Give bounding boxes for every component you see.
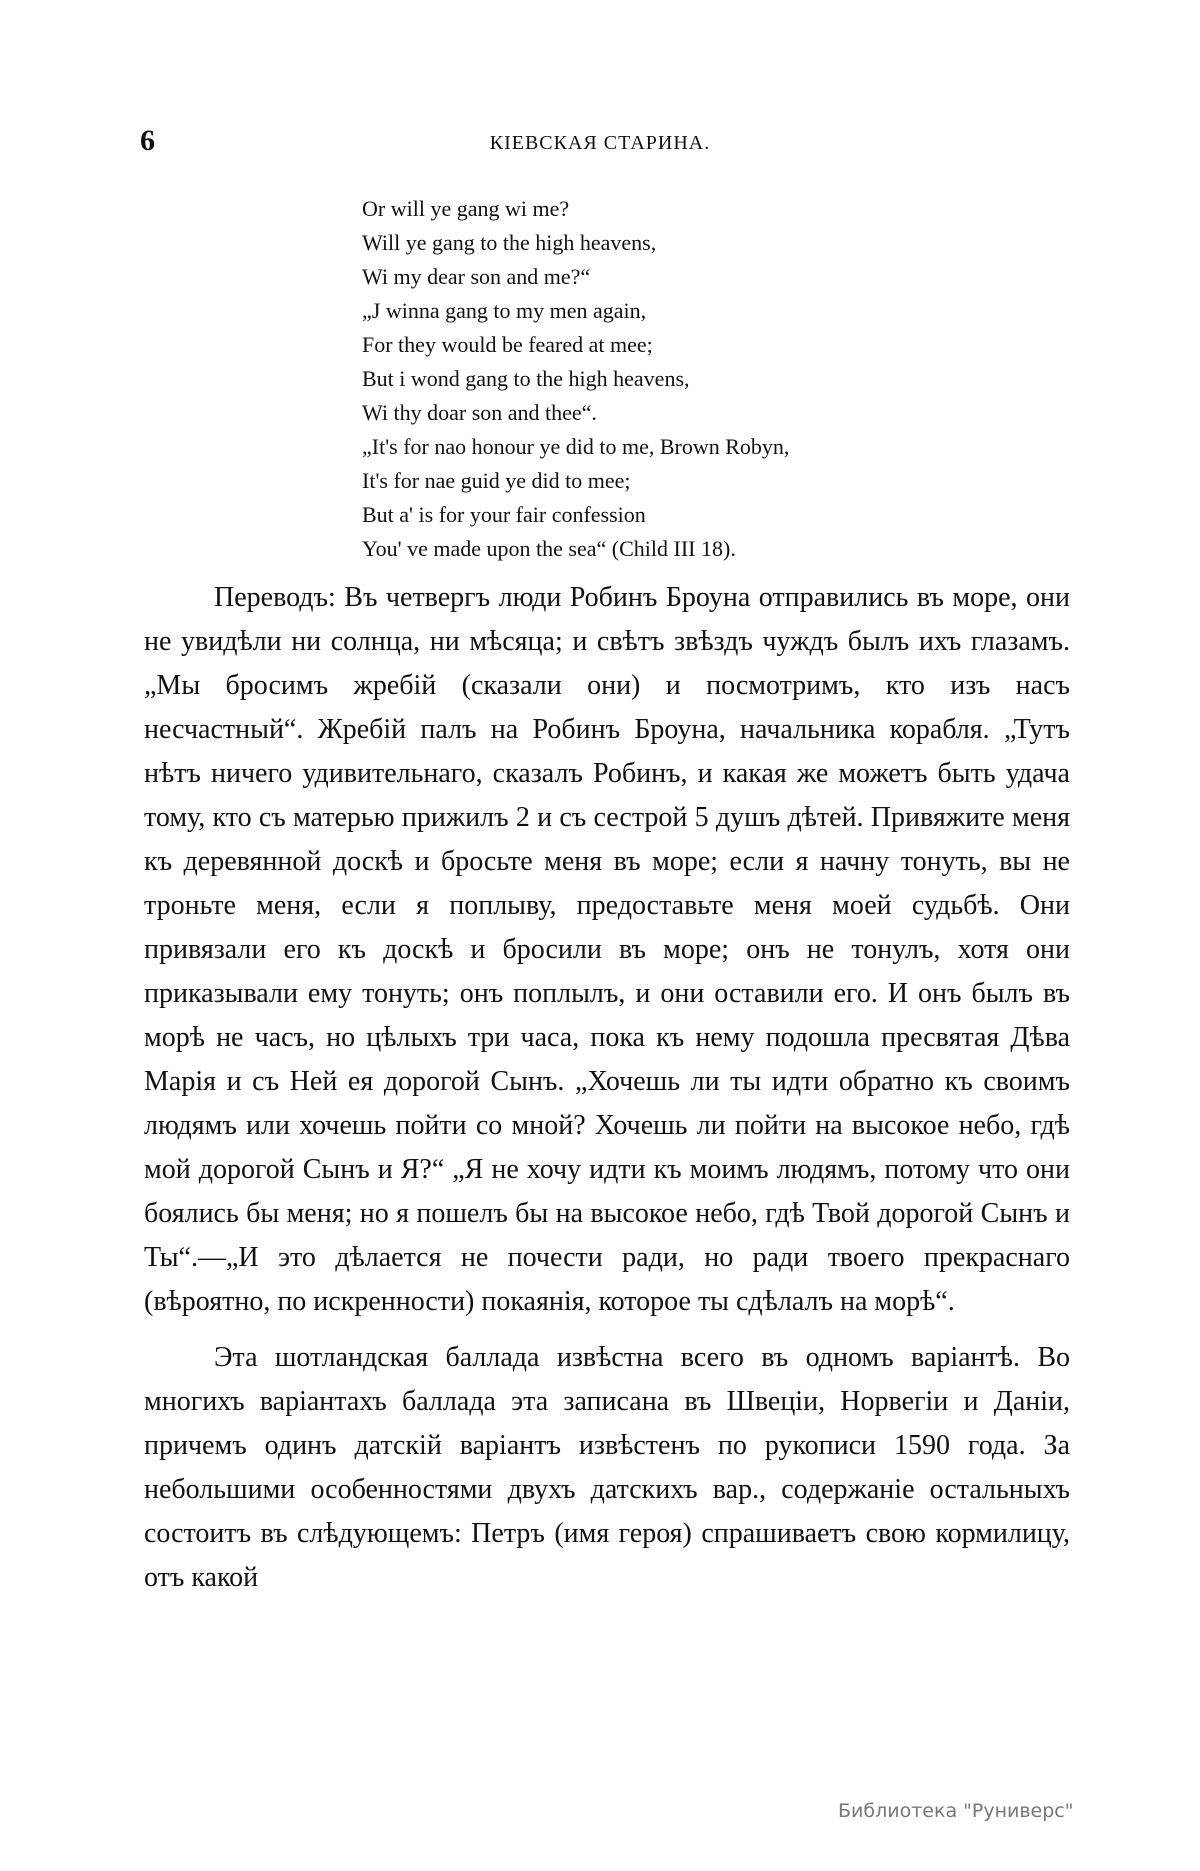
poem-line: Wi my dear son and me?“ <box>362 264 591 289</box>
poem-block <box>362 192 789 566</box>
poem-line: Wi thy doar son and thee“. <box>362 400 597 425</box>
poem-line: „It's for nao honour ye did to me, Brown Robyn, <box>362 434 790 459</box>
poem-line: But a' is for your fair confession <box>362 502 646 527</box>
poem-line: Will ye gang to the high heavens, <box>362 230 657 255</box>
poem-line: But i wond gang to the high heavens, <box>362 366 690 391</box>
page-number: 6 <box>140 124 155 157</box>
paragraph-commentary: Эта шотландская баллада извѣстна всего въ одномъ варіантѣ. Во многихъ варіантахъ баллада эта записана въ Швеціи, Норвегіи и Даніи, причемъ одинъ датскій варіантъ извѣстенъ по рукописи 1590 года. За небольшими особенностями двухъ датскихъ вар., содержаніе остальныхъ состоитъ въ слѣдующемъ: Петръ (имя героя) спрашиваетъ свою кормилицу, отъ какой <box>144 1342 1070 1593</box>
poem-line: „J winna gang to my men again, <box>362 298 647 323</box>
body-text <box>144 576 1070 1600</box>
poem-line: Or will ye gang wi me? <box>362 196 570 221</box>
poem-line: You' ve made upon the sea“ (Child III 18). <box>362 536 736 561</box>
poem-line: It's for nae guid ye did to mee; <box>362 468 631 493</box>
paragraph-translation: Переводъ: Въ четвергъ люди Робинъ Броуна отправились въ море, они не увидѣли ни солнца, ни мѣсяца; и свѣтъ звѣздъ чуждъ былъ ихъ глазамъ. „Мы бросимъ жребій (сказали они) и посмотримъ, кто изъ насъ несчастный“. Жребій палъ на Робинъ Броуна, начальника корабля. „Тутъ нѣтъ ничего удивительнаго, сказалъ Робинъ, и какая же можетъ быть удача тому, кто съ матерью прижилъ 2 и съ сестрой 5 душъ дѣтей. Привяжите меня къ деревянной доскѣ и бросьте меня въ море; если я начну тонуть, вы не троньте меня, если я поплыву, предоставьте меня моей судьбѣ. Они привязали его къ доскѣ и бросили въ море; онъ не тонулъ, хотя они приказывали ему тонуть; онъ поплылъ, и они оставили его. И онъ былъ въ морѣ не часъ, но цѣлыхъ три часа, пока къ нему подошла пресвятая Дѣва Марія и съ Ней ея дорогой Сынъ. „Хочешь ли ты идти обратно къ своимъ людямъ или хочешь пойти со мной? Хочешь ли пойти на высокое небо, гдѣ мой дорогой Сынъ и Я?“ „Я не хочу идти къ моимъ людямъ, потому что они боялись бы меня; но я пошелъ бы на высокое небо, гдѣ Твой дорогой Сынъ и Ты“.—„И это дѣлается не почести ради, но ради твоего прекраснаго (вѣроятно, по искренности) покаянія, которое ты сдѣлалъ на морѣ“. <box>144 582 1070 1317</box>
poem-line: For they would be feared at mee; <box>362 332 653 357</box>
library-watermark: Библиотека "Руниверс" <box>838 1800 1074 1822</box>
running-title: КІЕВСКАЯ СТАРИНА. <box>489 132 711 154</box>
